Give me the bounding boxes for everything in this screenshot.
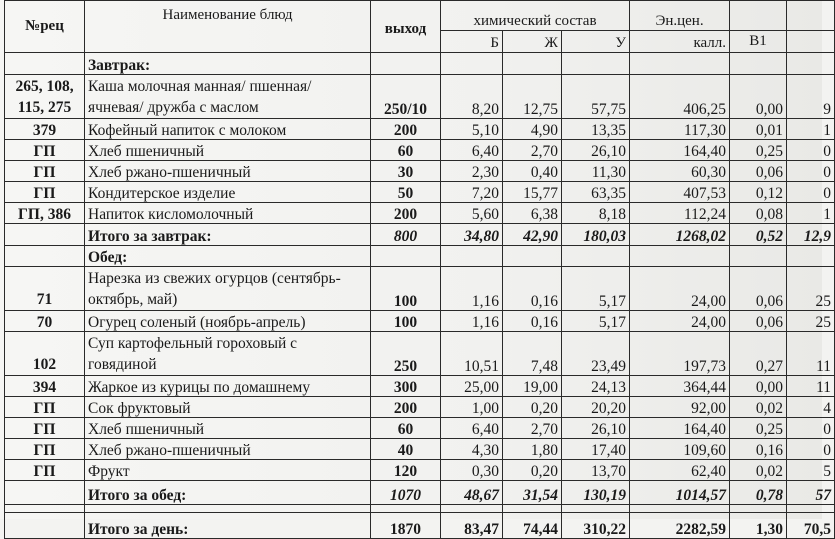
dish-kcal: 60,30 xyxy=(630,161,730,182)
dish-name: Хлеб ржано-пшеничный xyxy=(85,161,371,182)
dish-row xyxy=(5,140,835,161)
dish-zh: 0,20 xyxy=(503,460,562,481)
dish-kcal: 92,00 xyxy=(630,397,730,418)
section-empty-cell xyxy=(441,53,503,75)
dish-b1: 0,27 xyxy=(730,332,787,376)
dish-output: 60 xyxy=(371,140,441,161)
dish-name: Фрукт xyxy=(85,460,371,481)
section-empty-cell xyxy=(371,53,441,75)
spacer-cell xyxy=(630,505,730,513)
dish-u: 20,20 xyxy=(562,397,630,418)
dish-kcal: 109,60 xyxy=(630,439,730,460)
dish-row xyxy=(5,418,835,439)
dish-extra: 4 xyxy=(787,397,835,418)
dish-b: 4,30 xyxy=(441,439,503,460)
spacer-cell xyxy=(730,505,787,513)
recipe-code: ГП, 386 xyxy=(5,203,85,224)
header-blank xyxy=(730,1,787,31)
dish-row xyxy=(5,182,835,203)
total-b1: 0,78 xyxy=(730,481,787,505)
dish-b1: 0,25 xyxy=(730,140,787,161)
dish-b1: 0,12 xyxy=(730,182,787,203)
total-label: Итого за обед: xyxy=(85,481,371,505)
dish-name: Кондитерское изделие xyxy=(85,182,371,203)
dish-row xyxy=(5,376,835,397)
recipe-code: ГП xyxy=(5,418,85,439)
section-empty-cell xyxy=(503,53,562,75)
section-empty-cell xyxy=(730,246,787,267)
dish-b: 10,51 xyxy=(441,332,503,376)
dish-row xyxy=(5,75,835,119)
dish-u: 13,35 xyxy=(562,119,630,140)
header-energy: Эн.цен. xyxy=(630,1,730,31)
dish-zh: 0,40 xyxy=(503,161,562,182)
dish-extra: 25 xyxy=(787,311,835,332)
dish-output: 200 xyxy=(371,119,441,140)
section-code-cell xyxy=(5,53,85,75)
dish-u: 17,40 xyxy=(562,439,630,460)
recipe-code: ГП xyxy=(5,439,85,460)
total-code-cell xyxy=(5,224,85,246)
dish-row xyxy=(5,203,835,224)
dish-b1: 0,02 xyxy=(730,397,787,418)
dish-zh: 6,38 xyxy=(503,203,562,224)
dish-zh: 0,20 xyxy=(503,397,562,418)
dish-u: 23,49 xyxy=(562,332,630,376)
section-empty-cell xyxy=(730,53,787,75)
dish-row xyxy=(5,161,835,182)
dish-row xyxy=(5,267,835,311)
spacer-cell xyxy=(562,505,630,513)
recipe-code: 379 xyxy=(5,119,85,140)
section-empty-cell xyxy=(630,53,730,75)
dish-kcal: 407,53 xyxy=(630,182,730,203)
header-b1: В1 xyxy=(730,31,787,53)
header-u: У xyxy=(562,31,630,53)
dish-b1: 0,06 xyxy=(730,267,787,311)
recipe-code: 71 xyxy=(5,267,85,311)
total-b: 83,47 xyxy=(441,513,503,539)
dish-zh: 12,75 xyxy=(503,75,562,119)
total-b: 48,67 xyxy=(441,481,503,505)
dish-kcal: 112,24 xyxy=(630,203,730,224)
header-row xyxy=(5,1,835,31)
dish-u: 5,17 xyxy=(562,267,630,311)
dish-zh: 2,70 xyxy=(503,140,562,161)
total-kcal: 1268,02 xyxy=(630,224,730,246)
section-code-cell xyxy=(5,246,85,267)
day-total-row xyxy=(5,513,835,539)
dish-extra: 9 xyxy=(787,75,835,119)
total-kcal: 2282,59 xyxy=(630,513,730,539)
dish-name: Напиток кисломолочный xyxy=(85,203,371,224)
dish-extra: 0 xyxy=(787,182,835,203)
dish-name: Нарезка из свежих огурцов (сентябрь-октябрь, май) xyxy=(85,267,371,311)
total-code-cell xyxy=(5,513,85,539)
dish-extra: 1 xyxy=(787,119,835,140)
dish-row xyxy=(5,439,835,460)
dish-output: 200 xyxy=(371,203,441,224)
dish-u: 8,18 xyxy=(562,203,630,224)
dish-kcal: 24,00 xyxy=(630,311,730,332)
spacer-cell xyxy=(787,505,835,513)
dish-zh: 19,00 xyxy=(503,376,562,397)
dish-u: 57,75 xyxy=(562,75,630,119)
dish-row xyxy=(5,311,835,332)
dish-b1: 0,06 xyxy=(730,161,787,182)
dish-row xyxy=(5,460,835,481)
total-code-cell xyxy=(5,481,85,505)
header-kcal: калл. xyxy=(630,31,730,53)
dish-u: 11,30 xyxy=(562,161,630,182)
total-extra: 57 xyxy=(787,481,835,505)
section-title: Завтрак: xyxy=(85,53,371,75)
dish-b1: 0,25 xyxy=(730,418,787,439)
dish-u: 26,10 xyxy=(562,140,630,161)
header-name: Наименование блюд xyxy=(85,1,371,53)
dish-u: 24,13 xyxy=(562,376,630,397)
spacer-cell xyxy=(371,505,441,513)
recipe-code: ГП xyxy=(5,397,85,418)
section-empty-cell xyxy=(371,246,441,267)
dish-b1: 0,01 xyxy=(730,119,787,140)
total-b1: 0,52 xyxy=(730,224,787,246)
dish-kcal: 406,25 xyxy=(630,75,730,119)
header-blank-3 xyxy=(787,31,835,53)
total-extra: 12,9 xyxy=(787,224,835,246)
section-empty-cell xyxy=(562,246,630,267)
dish-output: 40 xyxy=(371,439,441,460)
total-output: 1070 xyxy=(371,481,441,505)
header-zh: Ж xyxy=(503,31,562,53)
total-b1: 1,30 xyxy=(730,513,787,539)
dish-u: 5,17 xyxy=(562,311,630,332)
dish-name: Огурец соленый (ноябрь-апрель) xyxy=(85,311,371,332)
spacer-cell xyxy=(85,505,371,513)
total-u: 130,19 xyxy=(562,481,630,505)
dish-row xyxy=(5,397,835,418)
dish-b: 5,10 xyxy=(441,119,503,140)
total-output: 1870 xyxy=(371,513,441,539)
dish-extra: 25 xyxy=(787,267,835,311)
section-empty-cell xyxy=(562,53,630,75)
recipe-code: 394 xyxy=(5,376,85,397)
total-b: 34,80 xyxy=(441,224,503,246)
dish-output: 300 xyxy=(371,376,441,397)
dish-zh: 7,48 xyxy=(503,332,562,376)
dish-zh: 0,16 xyxy=(503,311,562,332)
dish-b: 2,30 xyxy=(441,161,503,182)
dish-b: 1,16 xyxy=(441,311,503,332)
section-lunch xyxy=(5,246,835,267)
dish-b1: 0,00 xyxy=(730,75,787,119)
total-label: Итого за день: xyxy=(85,513,371,539)
section-empty-cell xyxy=(787,246,835,267)
menu-table xyxy=(4,0,835,539)
total-zh: 42,90 xyxy=(503,224,562,246)
dish-b: 8,20 xyxy=(441,75,503,119)
dish-b: 5,60 xyxy=(441,203,503,224)
dish-zh: 2,70 xyxy=(503,418,562,439)
dish-b: 6,40 xyxy=(441,418,503,439)
dish-b1: 0,08 xyxy=(730,203,787,224)
dish-extra: 5 xyxy=(787,460,835,481)
spacer-row xyxy=(5,505,835,513)
spacer-cell xyxy=(441,505,503,513)
dish-b: 6,40 xyxy=(441,140,503,161)
dish-extra: 11 xyxy=(787,332,835,376)
section-empty-cell xyxy=(503,246,562,267)
dish-output: 120 xyxy=(371,460,441,481)
dish-output: 100 xyxy=(371,267,441,311)
dish-b: 1,16 xyxy=(441,267,503,311)
dish-name: Каша молочная манная/ пшенная/ ячневая/ дружба с маслом xyxy=(85,75,371,119)
recipe-code: ГП xyxy=(5,140,85,161)
dish-b1: 0,02 xyxy=(730,460,787,481)
recipe-code: 102 xyxy=(5,332,85,376)
dish-b1: 0,00 xyxy=(730,376,787,397)
dish-kcal: 197,73 xyxy=(630,332,730,376)
dish-extra: 0 xyxy=(787,161,835,182)
recipe-code: ГП xyxy=(5,460,85,481)
recipe-code: ГП xyxy=(5,161,85,182)
total-u: 310,22 xyxy=(562,513,630,539)
dish-output: 50 xyxy=(371,182,441,203)
total-output: 800 xyxy=(371,224,441,246)
dish-zh: 1,80 xyxy=(503,439,562,460)
dish-extra: 0 xyxy=(787,439,835,460)
dish-name: Хлеб пшеничный xyxy=(85,140,371,161)
dish-output: 60 xyxy=(371,418,441,439)
recipe-code: ГП xyxy=(5,182,85,203)
total-kcal: 1014,57 xyxy=(630,481,730,505)
dish-u: 26,10 xyxy=(562,418,630,439)
section-empty-cell xyxy=(441,246,503,267)
dish-b: 1,00 xyxy=(441,397,503,418)
dish-zh: 15,77 xyxy=(503,182,562,203)
dish-u: 13,70 xyxy=(562,460,630,481)
dish-b1: 0,06 xyxy=(730,311,787,332)
lunch-total-row xyxy=(5,481,835,505)
total-u: 180,03 xyxy=(562,224,630,246)
dish-b: 25,00 xyxy=(441,376,503,397)
dish-extra: 0 xyxy=(787,140,835,161)
dish-name: Суп картофельный гороховый с говядиной xyxy=(85,332,371,376)
recipe-code: 265, 108, 115, 275 xyxy=(5,75,85,119)
total-extra: 70,5 xyxy=(787,513,835,539)
section-empty-cell xyxy=(787,53,835,75)
dish-output: 200 xyxy=(371,397,441,418)
breakfast-total-row xyxy=(5,224,835,246)
dish-name: Хлеб ржано-пшеничный xyxy=(85,439,371,460)
recipe-code: 70 xyxy=(5,311,85,332)
dish-row xyxy=(5,119,835,140)
section-title: Обед: xyxy=(85,246,371,267)
dish-kcal: 62,40 xyxy=(630,460,730,481)
dish-name: Сок фруктовый xyxy=(85,397,371,418)
dish-output: 250 xyxy=(371,332,441,376)
dish-b1: 0,16 xyxy=(730,439,787,460)
dish-output: 250/10 xyxy=(371,75,441,119)
dish-zh: 0,16 xyxy=(503,267,562,311)
dish-zh: 4,90 xyxy=(503,119,562,140)
spacer-cell xyxy=(503,505,562,513)
dish-kcal: 24,00 xyxy=(630,267,730,311)
dish-extra: 11 xyxy=(787,376,835,397)
dish-kcal: 117,30 xyxy=(630,119,730,140)
dish-kcal: 364,44 xyxy=(630,376,730,397)
dish-b: 0,30 xyxy=(441,460,503,481)
dish-extra: 0 xyxy=(787,418,835,439)
dish-row xyxy=(5,332,835,376)
total-zh: 31,54 xyxy=(503,481,562,505)
dish-name: Жаркое из курицы по домашнему xyxy=(85,376,371,397)
spacer-cell xyxy=(5,505,85,513)
dish-extra: 1 xyxy=(787,203,835,224)
dish-output: 100 xyxy=(371,311,441,332)
dish-b: 7,20 xyxy=(441,182,503,203)
dish-kcal: 164,40 xyxy=(630,140,730,161)
dish-name: Кофейный напиток с молоком xyxy=(85,119,371,140)
header-chem: химический состав xyxy=(441,1,630,31)
dish-name: Хлеб пшеничный xyxy=(85,418,371,439)
dish-u: 63,35 xyxy=(562,182,630,203)
dish-output: 30 xyxy=(371,161,441,182)
total-label: Итого за завтрак: xyxy=(85,224,371,246)
dish-kcal: 164,40 xyxy=(630,418,730,439)
header-code: №рец xyxy=(5,1,85,53)
header-b: Б xyxy=(441,31,503,53)
section-breakfast xyxy=(5,53,835,75)
total-zh: 74,44 xyxy=(503,513,562,539)
header-blank-2 xyxy=(787,1,835,31)
header-output: выход xyxy=(371,1,441,53)
section-empty-cell xyxy=(630,246,730,267)
